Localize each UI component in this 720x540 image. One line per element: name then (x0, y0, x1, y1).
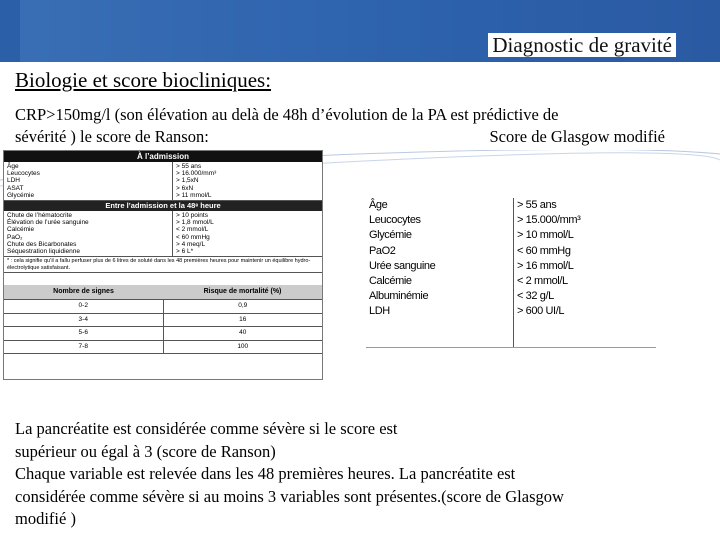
glasgow-label: Leucocytes (369, 214, 421, 227)
glasgow-value: < 60 mmHg (517, 244, 571, 257)
ranson-admission-label: Leucocytes (7, 170, 40, 178)
mortality-signs-cell: 0-2 (4, 300, 164, 313)
glasgow-label: LDH (369, 305, 390, 318)
ranson-48h-values (173, 211, 322, 256)
conclusion-line: La pancréatite est considérée comme sévère si le score est (15, 419, 398, 438)
ranson-48h-value: < 2 mmol/L (176, 226, 209, 234)
glasgow-label: Âge (369, 199, 388, 211)
mortality-risk-cell: 40 (239, 329, 247, 337)
ranson-table (3, 150, 323, 380)
mortality-signs-cell: 5-6 (4, 327, 164, 340)
glasgow-table (366, 198, 656, 348)
conclusion-line: considérée comme sévère si au moins 3 variables sont présentes.(score de Glasgow (15, 486, 564, 506)
title-band-strip (0, 0, 20, 62)
glasgow-label: Glycémie (369, 229, 412, 242)
glasgow-bottom-rule (366, 347, 656, 348)
conclusion-line: supérieur ou égal à 3 (score de Ranson) (15, 441, 276, 461)
ranson-48h-label: Chute des Bicarbonates (7, 240, 77, 248)
ranson-48h-header: Entre l’admission et la 48ᵉ heure (4, 201, 322, 211)
ranson-admission-label: Glycémie (7, 191, 35, 199)
ranson-admission-label: Âge (7, 163, 19, 170)
ranson-admission-label: LDH (7, 177, 21, 185)
ranson-admission-value: > 1,5xN (176, 177, 199, 185)
ranson-admission-label: ASAT (7, 184, 24, 192)
glasgow-value: > 16 mmol/L (517, 259, 574, 272)
ranson-48h-value: > 1,8 mmol/L (176, 219, 214, 227)
intro-line-1: CRP>150mg/l (son élévation au delà de 48h d’évolution de la PA est prédictive de (15, 105, 559, 124)
section-heading: Biologie et score biocliniques: (15, 68, 272, 92)
glasgow-label: Urée sanguine (369, 259, 436, 272)
glasgow-labels (366, 198, 514, 348)
ranson-admission-header: À l’admission (4, 151, 322, 162)
ranson-48h-value: > 10 points (176, 211, 208, 219)
ranson-admission-value: > 16.000/mm³ (176, 170, 217, 178)
slide-title: Diagnostic de gravité (488, 33, 676, 57)
mortality-risk-cell: 100 (237, 342, 249, 350)
intro-line-2 (15, 126, 665, 148)
mortality-row (4, 300, 322, 314)
mortality-risk-cell: 0,9 (238, 302, 248, 310)
glasgow-label: Albuminémie (369, 290, 429, 303)
mortality-row (4, 327, 322, 341)
mortality-signs-cell: 7-8 (4, 341, 164, 354)
glasgow-values (514, 198, 656, 348)
glasgow-value: > 15.000/mm³ (517, 214, 581, 227)
ranson-admission-value: > 11 mmol/L (176, 191, 212, 199)
ranson-admission-values (173, 162, 322, 200)
ranson-48h-label: PaO₂ (7, 233, 23, 241)
glasgow-caption: Score de Glasgow modifié (489, 127, 665, 146)
ranson-admission-labels (4, 162, 173, 200)
glasgow-value: > 10 mmol/L (517, 229, 574, 242)
ranson-48h-value: > 6 L* (176, 247, 194, 255)
conclusion-line: modifié ) (15, 509, 76, 528)
ranson-admission-value: > 55 ans (176, 163, 202, 170)
ranson-admission-value: > 6xN (176, 184, 194, 192)
glasgow-label: Calcémie (369, 274, 412, 287)
glasgow-value: < 2 mmol/L (517, 274, 568, 287)
ranson-48h-label: Séquestration liquidienne (7, 247, 80, 255)
glasgow-label: PaO2 (369, 244, 396, 257)
mortality-signs-cell: 3-4 (4, 314, 164, 327)
glasgow-value: > 55 ans (517, 199, 557, 211)
ranson-48h-block (4, 211, 322, 257)
ranson-48h-label: Chute de l’hématocrite (7, 211, 73, 219)
ranson-admission-block (4, 162, 322, 201)
conclusion-text (15, 418, 705, 531)
ranson-48h-value: > 4 meq/L (176, 240, 206, 248)
intro-text (15, 104, 705, 148)
ranson-48h-value: < 60 mmHg (176, 233, 210, 241)
mortality-header-risk: Risque de mortalité (%) (203, 288, 282, 296)
mortality-rows (4, 300, 322, 354)
mortality-row (4, 341, 322, 355)
mortality-row (4, 314, 322, 328)
mortality-header-row (4, 285, 322, 300)
glasgow-value: < 32 g/L (517, 290, 554, 303)
glasgow-value: > 600 UI/L (517, 305, 565, 318)
mortality-header-signs: Nombre de signes (53, 288, 114, 296)
conclusion-line: Chaque variable est relevée dans les 48 premières heures. La pancréatite est (15, 464, 516, 483)
ranson-48h-label: Calcémie (7, 226, 35, 234)
ranson-48h-labels (4, 211, 173, 256)
ranson-footnote: * : cela signifie qu’il a fallu perfuser plus de 6 litres de soluté dans les 48 premières heures pour maintenir un équilibre hydro-électrolytique satisfaisant. (4, 257, 322, 273)
ranson-caption: sévérité ) le score de Ranson: (15, 127, 209, 146)
mortality-risk-cell: 16 (239, 315, 247, 323)
ranson-48h-label: Élévation de l’urée sanguine (7, 219, 89, 227)
